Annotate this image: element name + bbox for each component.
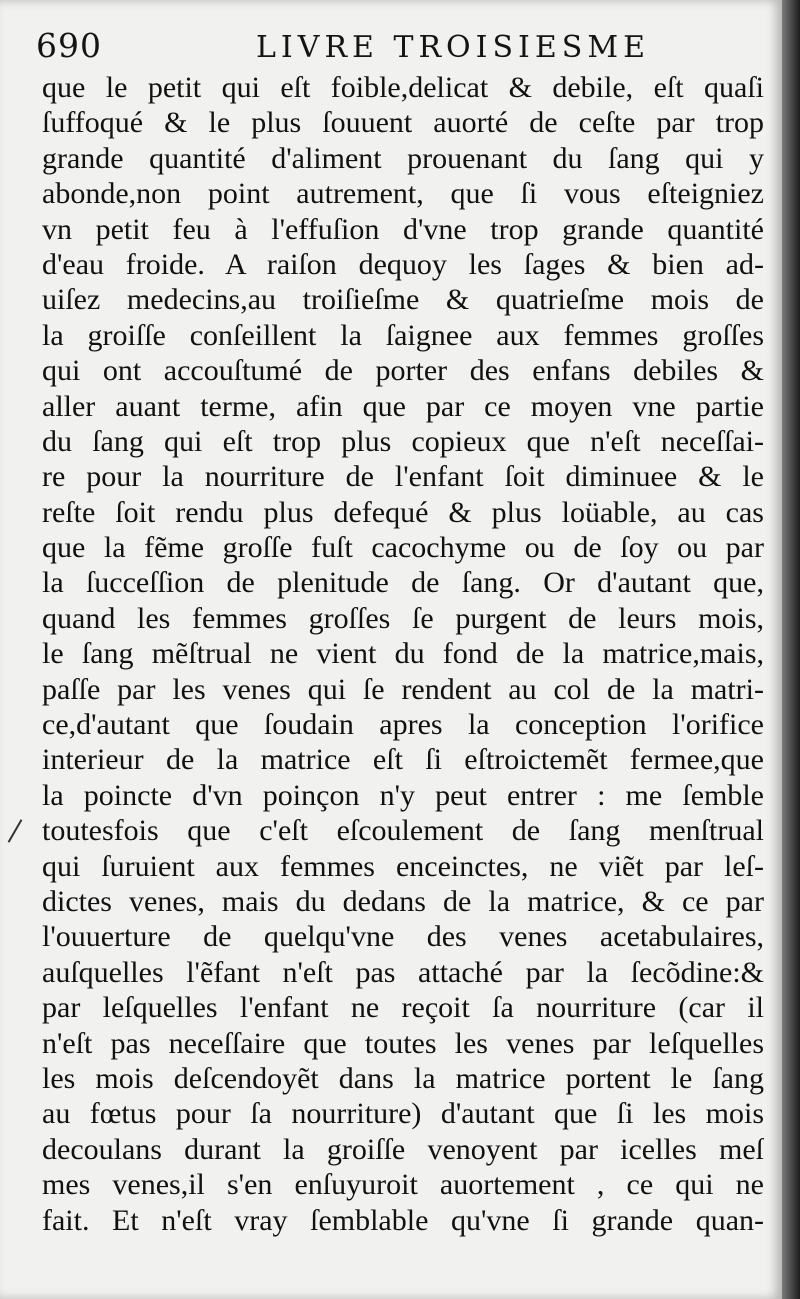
text-line: du ſang qui eſt trop plus copieux que n'eſt neceſſai-: [42, 424, 764, 458]
text-line: que le petit qui eſt foible,delicat & debile, eſt quaſi: [42, 71, 764, 104]
text-line: aller auant terme, afin que par ce moyen vne partie: [42, 389, 764, 423]
text-line: auſquelles l'ẽfant n'eſt pas attaché par la ſecõdine:&: [42, 955, 764, 989]
text-line: interieur de la matrice eſt ſi eſtroictemẽt fermee,que: [42, 743, 764, 777]
text-line: grande quantité d'aliment prouenant du ſang qui y: [42, 141, 764, 175]
text-line: ce,d'autant que ſoudain apres la conception l'orifice: [42, 708, 764, 742]
text-line: au fœtus pour ſa nourriture) d'autant que ſi les mois: [42, 1097, 764, 1131]
text-line: qui ont accouſtumé de porter des enfans debiles &: [42, 354, 764, 388]
text-line: le ſang mẽſtrual ne vient du fond de la matrice,mais,: [42, 637, 764, 671]
running-title: LIVRE TROISIESME: [256, 30, 650, 65]
text-line: les mois deſcendoyẽt dans la matrice portent le ſang: [42, 1061, 764, 1095]
text-line: mes venes,il s'en enſuyuroit auortement , ce qui ne: [42, 1168, 764, 1202]
text-line: la ſucceſſion de plenitude de ſang. Or d'autant que,: [42, 566, 764, 600]
text-line: decoulans durant la groiſſe venoyent par icelles meſ: [42, 1132, 764, 1166]
margin-mark: [8, 819, 23, 843]
text-line: la poincte d'vn poinçon n'y peut entrer : me ſemble: [42, 778, 764, 812]
text-line: quand les femmes groſſes ſe purgent de leurs mois,: [42, 601, 764, 635]
text-line: par leſquelles l'enfant ne reçoit ſa nourriture (car il: [42, 991, 764, 1025]
text-line: abonde,non point autrement, que ſi vous eſteigniez: [42, 177, 764, 211]
text-line: qui ſuruient aux femmes enceinctes, ne viẽt par leſ-: [42, 849, 764, 883]
page-number: 690: [36, 26, 102, 65]
text-line: n'eſt pas neceſſaire que toutes les venes par leſquelles: [42, 1026, 764, 1060]
text-line: la groiſſe conſeillent la ſaignee aux femmes groſſes: [42, 318, 764, 352]
text-line: que la fẽme groſſe fuſt cacochyme ou de ſoy ou par: [42, 531, 764, 565]
book-binding-edge: [782, 0, 800, 1299]
text-line: l'ouuerture de quelqu'vne des venes acetabulaires,: [42, 920, 764, 954]
page-header: [36, 22, 756, 68]
text-line: d'eau froide. A raiſon dequoy les ſages & bien ad-: [42, 247, 764, 281]
text-line: re pour la nourriture de l'enfant ſoit diminuee & le: [42, 460, 764, 494]
text-line: vn petit feu à l'effuſion d'vne trop grande quantité: [42, 212, 764, 246]
text-line: ſuffoqué & le plus ſouuent auorté de ceſte par trop: [42, 106, 764, 140]
text-line: fait. Et n'eſt vray ſemblable qu'vne ſi grande quan-: [42, 1203, 764, 1237]
text-line: reſte ſoit rendu plus defequé & plus loüable, au cas: [42, 495, 764, 529]
text-line: paſſe par les venes qui ſe rendent au col de la matri-: [42, 672, 764, 706]
body-text: [42, 70, 764, 1238]
text-line: uiſez medecins,au troiſieſme & quatrieſme mois de: [42, 283, 764, 317]
text-line: dictes venes, mais du dedans de la matrice, & ce par: [42, 884, 764, 918]
text-line: toutesfois que c'eſt eſcoulement de ſang menſtrual: [42, 814, 764, 848]
